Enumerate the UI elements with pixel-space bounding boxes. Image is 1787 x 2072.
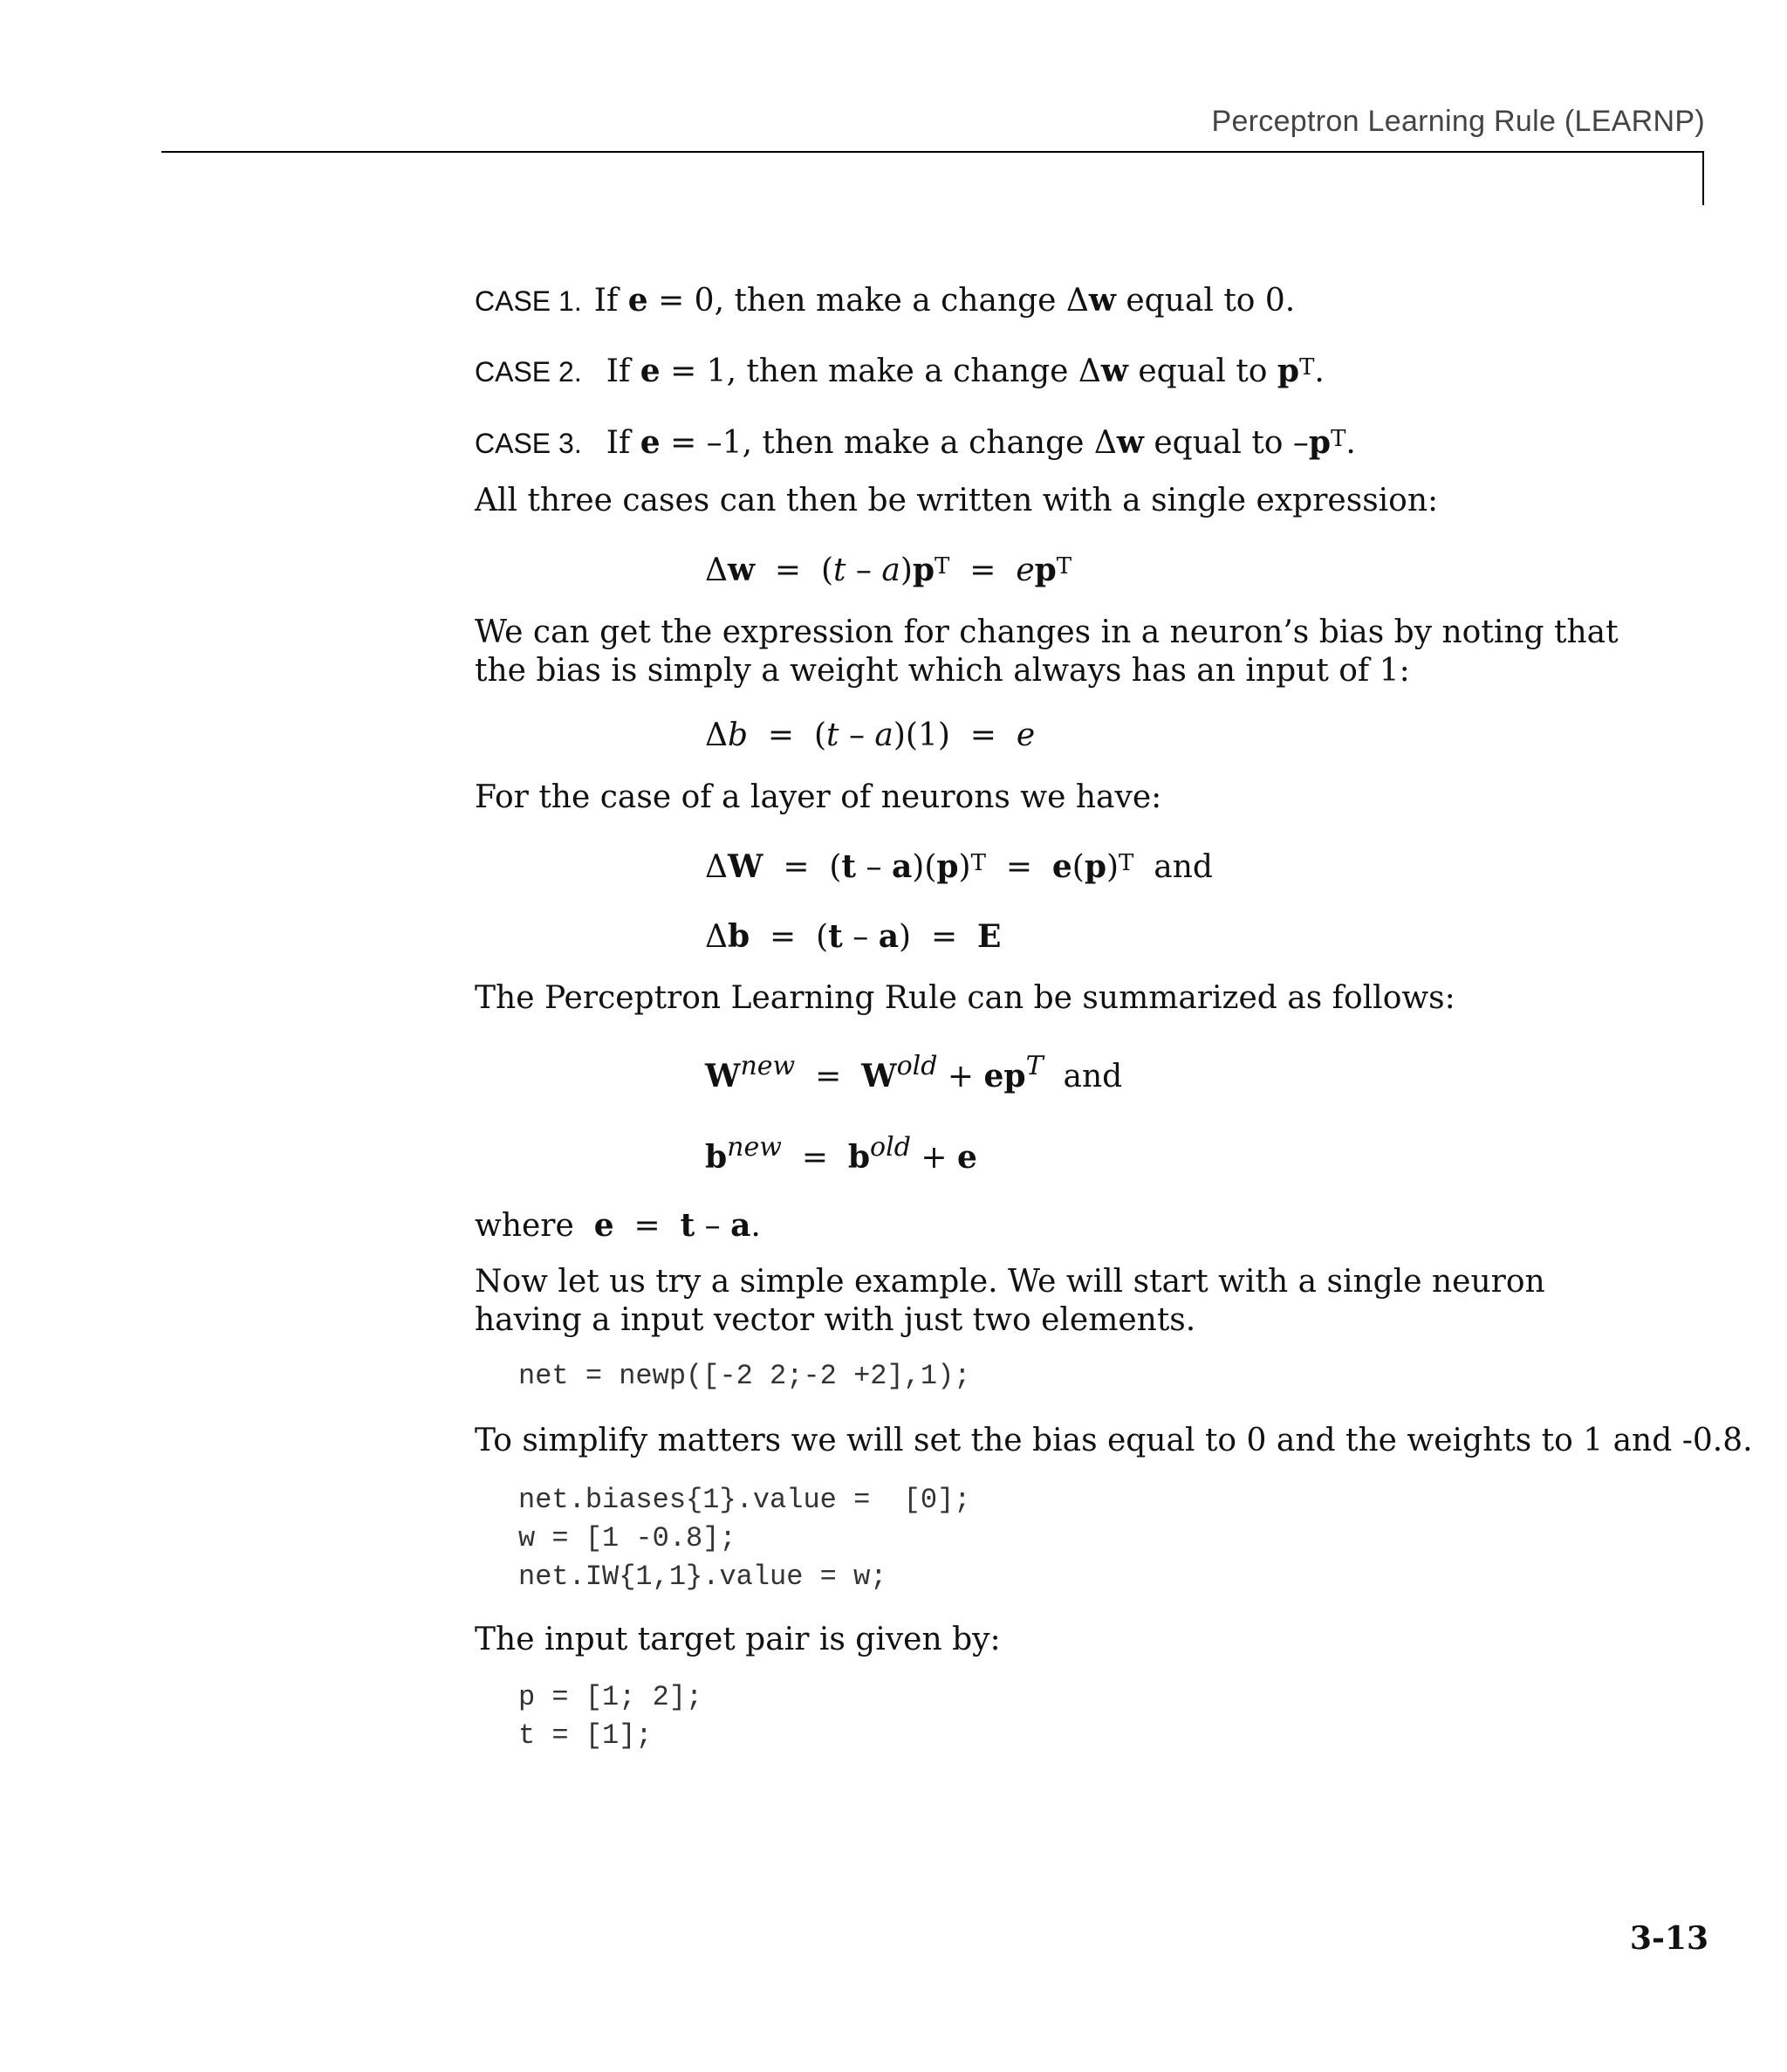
paragraph-single-expression: All three cases can then be written with a single expression: bbox=[475, 483, 1439, 518]
paragraph-bias-expression: We can get the expression for changes in a neuron’s bias by noting that the bias is simply a weight which always has an input of 1: bbox=[475, 614, 1619, 689]
code-block-newp: net = newp([-2 2;-2 +2],1); bbox=[518, 1360, 971, 1392]
page-number: 3-13 bbox=[1629, 1920, 1708, 1957]
paragraph-simplify: To simplify matters we will set the bias equal to 0 and the weights to 1 and -0.8. bbox=[475, 1423, 1753, 1458]
case-3: CASE 3. If e = –1, then make a change Δw equal to $-p^T$. bbox=[475, 424, 1356, 461]
equation-b-update: $b^{new} = b^{old} + e$ bbox=[705, 1132, 977, 1176]
equation-delta-W-layer: $\Delta W = (t - a)(p)^T = e(p)^T$ and bbox=[705, 848, 1213, 885]
paragraph-where: where e = t – a. bbox=[475, 1207, 761, 1244]
case-1: CASE 1. If e = 0, then make a change Δw equal to 0. bbox=[475, 282, 1296, 319]
code-block-input-target: p = [1; 2]; t = [1]; bbox=[518, 1681, 703, 1752]
equation-delta-b: Δb = (t – a)(1) = e bbox=[705, 717, 1036, 753]
header-corner-tick bbox=[1702, 151, 1704, 205]
equation-delta-b-layer: Δb = (t – a) = E bbox=[705, 918, 1002, 955]
running-header: Perceptron Learning Rule (LEARNP) bbox=[1211, 105, 1705, 138]
header-rule bbox=[161, 151, 1704, 153]
equation-W-update: $W^{new} = W^{old} + ep^T$ and bbox=[705, 1051, 1123, 1094]
paragraph-input-target: The input target pair is given by: bbox=[475, 1622, 1001, 1657]
paragraph-example: Now let us try a simple example. We will start with a single neuron having a input vector with just two elements. bbox=[475, 1264, 1545, 1338]
paragraph-summary: The Perceptron Learning Rule can be summarized as follows: bbox=[475, 980, 1455, 1016]
paragraph-layer: For the case of a layer of neurons we have: bbox=[475, 779, 1162, 815]
equation-delta-w: $\Delta w = (t - a)p^T = ep^T$ bbox=[705, 552, 1072, 588]
code-block-weights: net.biases{1}.value = [0]; w = [1 -0.8]; net.IW{1,1}.value = w; bbox=[518, 1484, 971, 1593]
case-2: CASE 2. If e = 1, then make a change Δw equal to $p^T$. bbox=[475, 353, 1325, 389]
